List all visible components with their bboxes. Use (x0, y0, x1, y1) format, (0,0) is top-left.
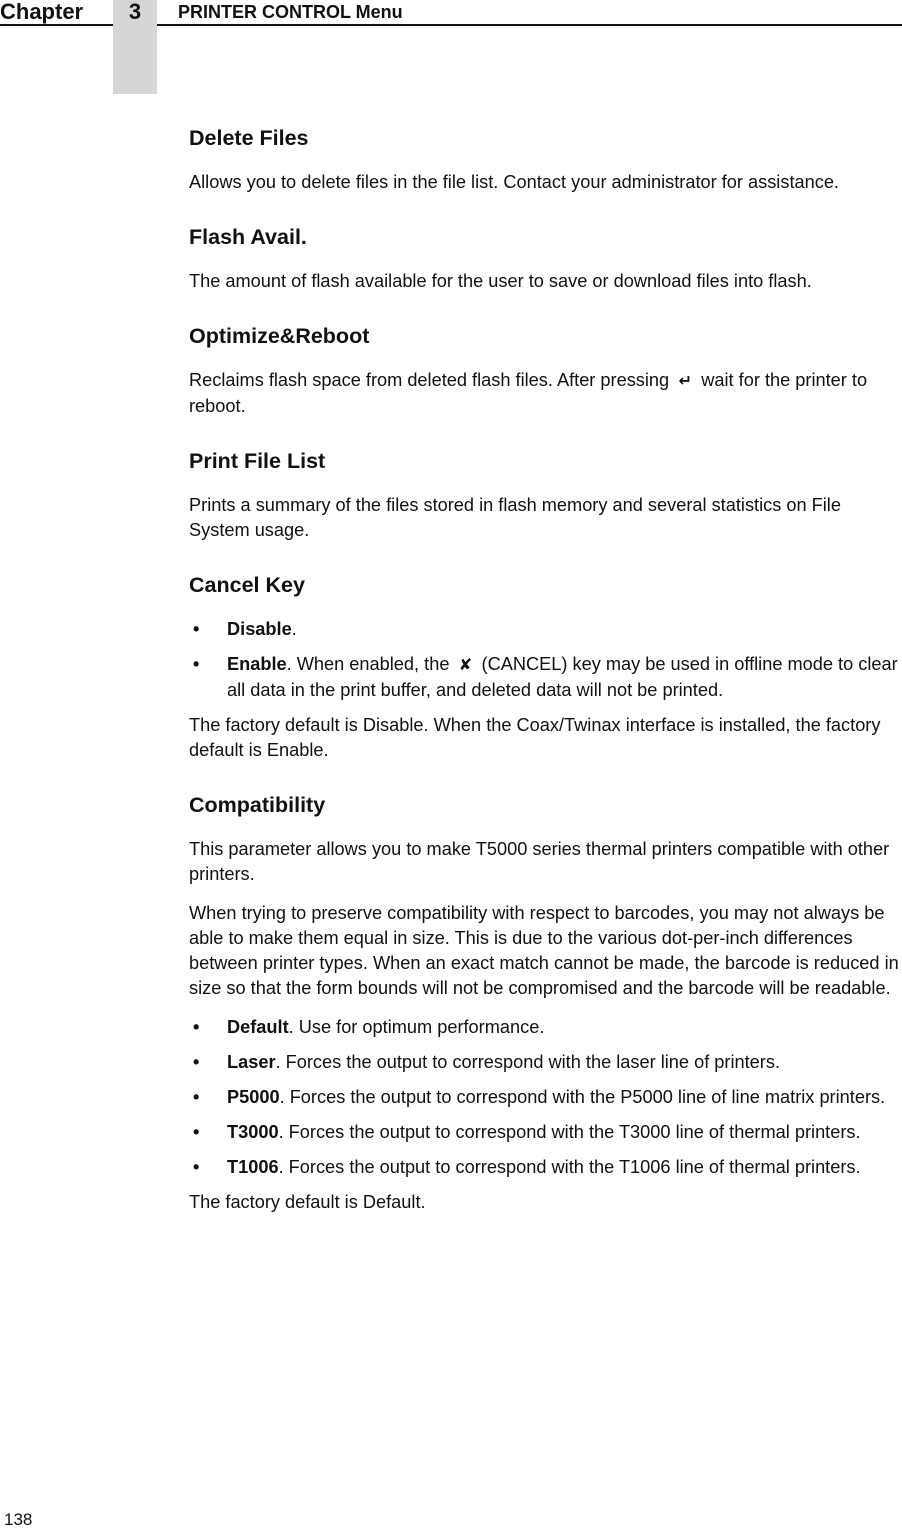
compatibility-options (189, 1015, 902, 1180)
term-t1006: T1006 (227, 1157, 279, 1177)
chapter-tab (113, 0, 157, 94)
chapter-number: 3 (128, 0, 142, 24)
heading-flash-avail: Flash Avail. (189, 225, 307, 249)
text-disable: . (291, 619, 297, 639)
term-disable: Disable (227, 619, 292, 639)
text-laser: . Forces the output to correspond with the laser line of printers. (275, 1052, 781, 1072)
section-cancel-key (189, 571, 902, 763)
page-number: 138 (4, 1510, 33, 1529)
para-optimize-reboot-before: Reclaims flash space from deleted flash files. After pressing (189, 370, 675, 390)
text-t3000: . Forces the output to correspond with the T3000 line of thermal printers. (278, 1122, 861, 1142)
cancel-key-options (189, 617, 902, 703)
para-compatibility-default: The factory default is Default. (189, 1192, 426, 1212)
heading-print-file-list: Print File List (189, 449, 326, 473)
list-item-default (189, 1015, 902, 1040)
section-optimize-reboot (189, 322, 902, 419)
list-item-enable (189, 652, 902, 703)
para-cancel-key-default: The factory default is Disable. When the Coax/Twinax interface is installed, the factory default is Enable. (189, 715, 881, 760)
text-enable-before: . When enabled, the (286, 654, 455, 674)
term-enable: Enable (227, 654, 287, 674)
para-compatibility-1: This parameter allows you to make T5000 series thermal printers compatible with other printers. (189, 839, 890, 884)
list-item-t1006 (189, 1155, 902, 1180)
heading-compatibility: Compatibility (189, 793, 326, 817)
heading-cancel-key: Cancel Key (189, 573, 305, 597)
bullet-icon: • (193, 654, 200, 674)
para-compatibility-2: When trying to preserve compatibility with respect to barcodes, you may not always be able to make them equal in size. This is due to the various dot-per-inch differences between printer types. When an exact match cannot be made, the barcode is reduced in size so that the form bounds will not be compromised and the barcode will be readable. (189, 903, 899, 998)
list-item-laser (189, 1050, 902, 1075)
page-content (189, 124, 902, 1243)
para-delete-files: Allows you to delete files in the file list. Contact your administrator for assistance. (189, 172, 839, 192)
heading-delete-files: Delete Files (189, 126, 309, 150)
section-flash-avail (189, 223, 902, 294)
para-flash-avail: The amount of flash available for the user to save or download files into flash. (189, 271, 812, 291)
list-item-p5000 (189, 1085, 902, 1110)
term-laser: Laser (227, 1052, 276, 1072)
para-optimize-reboot-after: wait for the printer to reboot. (189, 370, 868, 416)
para-optimize-reboot (189, 368, 902, 419)
bullet-icon: • (193, 1017, 200, 1037)
bullet-icon: • (193, 1052, 200, 1072)
list-item-t3000 (189, 1120, 902, 1145)
cancel-key-icon: ✘ (458, 657, 473, 674)
text-enable-after: (CANCEL) key may be used in offline mode to clear all data in the print buffer, and deleted data will not be printed. (227, 654, 898, 700)
enter-key-icon: ↵ (678, 373, 692, 390)
heading-optimize-reboot: Optimize&Reboot (189, 324, 370, 348)
bullet-icon: • (193, 1157, 200, 1177)
menu-title: PRINTER CONTROL Menu (178, 2, 403, 22)
text-default: . Use for optimum performance. (288, 1017, 545, 1037)
section-compatibility (189, 791, 902, 1215)
list-item-disable (189, 617, 902, 642)
section-delete-files (189, 124, 902, 195)
text-t1006: . Forces the output to correspond with the T1006 line of thermal printers. (278, 1157, 861, 1177)
para-print-file-list: Prints a summary of the files stored in flash memory and several statistics on File System usage. (189, 495, 841, 540)
section-print-file-list (189, 447, 902, 543)
bullet-icon: • (193, 1122, 200, 1142)
bullet-icon: • (193, 619, 200, 639)
term-p5000: P5000 (227, 1087, 280, 1107)
text-p5000: . Forces the output to correspond with the P5000 line of line matrix printers. (279, 1087, 886, 1107)
term-t3000: T3000 (227, 1122, 279, 1142)
bullet-icon: • (193, 1087, 200, 1107)
term-default: Default (227, 1017, 289, 1037)
chapter-label: Chapter (0, 0, 84, 24)
